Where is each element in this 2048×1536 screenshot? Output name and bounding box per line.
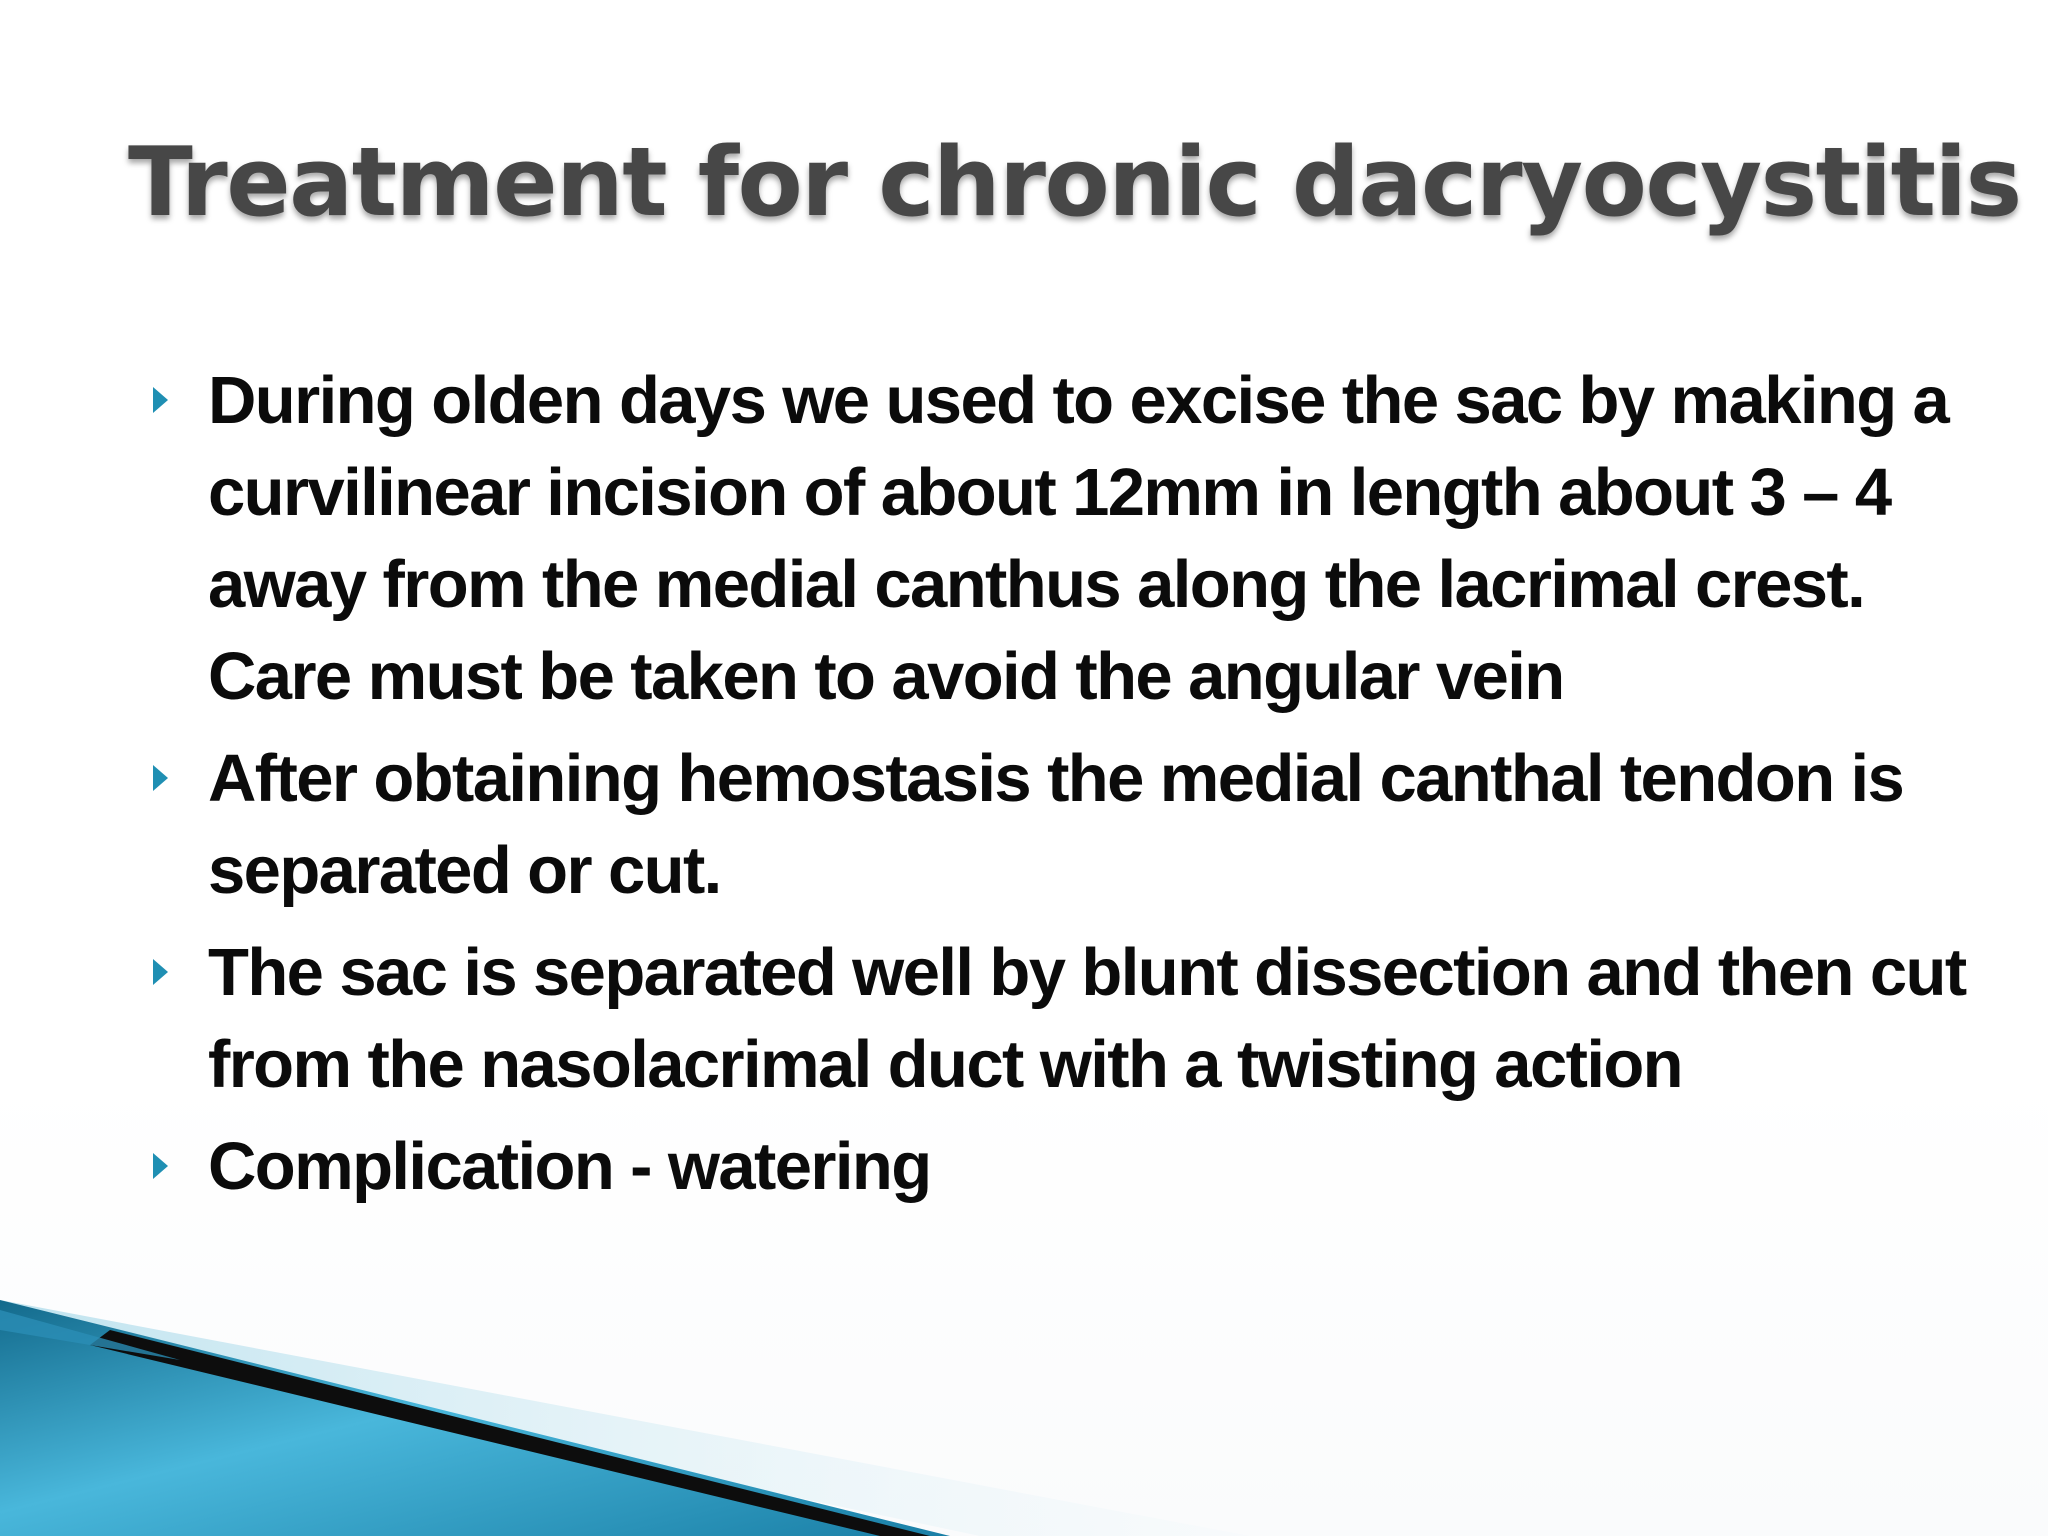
triangle-bullet-icon: [153, 1153, 168, 1179]
triangle-bullet-icon: [153, 387, 168, 413]
bullet-item: [145, 733, 1975, 917]
bullet-item: [145, 355, 1975, 723]
bullet-text: After obtaining hemostasis the medial canthal tendon is separated or cut.: [208, 741, 1904, 908]
triangle-bullet-icon: [153, 765, 168, 791]
swoosh-black-band: [90, 1330, 930, 1536]
swoosh-highlight: [0, 1310, 180, 1360]
bullet-list: [145, 355, 1975, 1223]
triangle-bullet-icon: [153, 959, 168, 985]
swoosh-light-band: [0, 1300, 1250, 1536]
bullet-item: [145, 927, 1975, 1111]
bullet-item: [145, 1121, 1975, 1213]
swoosh-blue-band: [0, 1300, 950, 1536]
bullet-text: Complication - watering: [208, 1129, 931, 1204]
slide-title: Treatment for chronic dacryocystitis: [128, 128, 2021, 238]
bullet-text: During olden days we used to excise the sac by making a curvilinear incision of about 12mm in length about 3 – 4 away from the medial canthus along the lacrimal crest. Care must be taken to avoid the angular vein: [208, 363, 1949, 714]
bullet-text: The sac is separated well by blunt dissection and then cut from the nasolacrimal duct with a twisting action: [208, 935, 1966, 1102]
